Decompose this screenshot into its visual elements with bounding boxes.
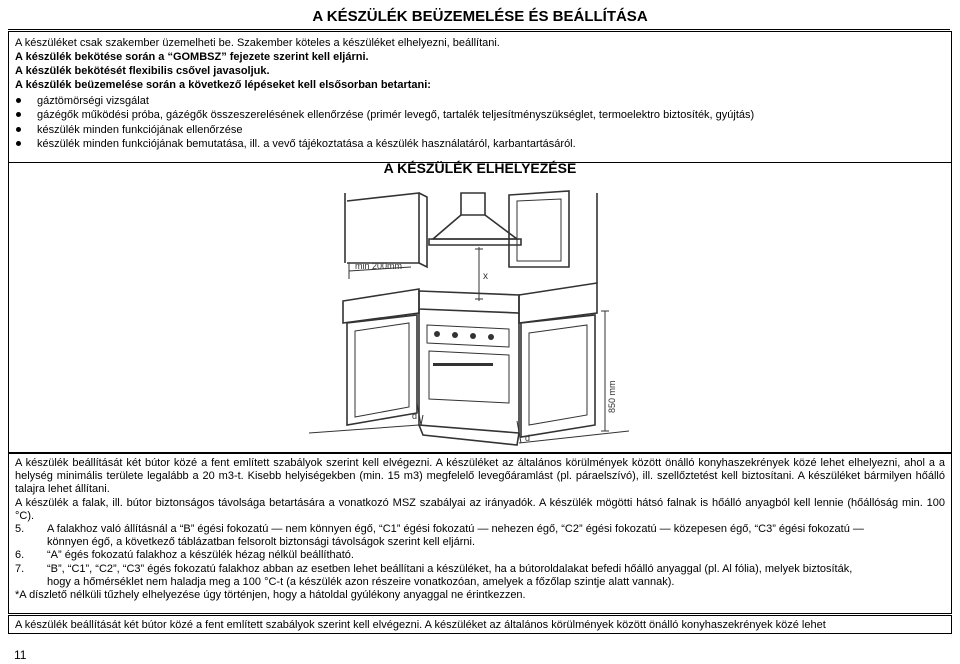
footnote: *A díszlető nélküli tűzhely elhelyezése úgy történjen, hogy a hátoldal gyúlékony anyaggal ne érintkezzen.	[15, 589, 526, 602]
installation-figure-box	[8, 163, 952, 453]
numbered-item-7: 7. “B”, “C1”, “C2”, “C3” égés fokozatú falakhoz abban az esetben lehet beállítani a készüléket, ha a bútoroldalakat befedi hőálló anyaggal (pl. Al fólia), melyek biztosíták,	[15, 562, 853, 575]
placement-paragraph-1: A készülék beállítását két bútor közé a fent említett szabályok szerint kell elvégezni. A készüléket az általános körülmények között önálló konyhaszekrények közé lehet elhelyezni, ahol a a helység minimális területe legalább a 20 m3-t. Kisebb helyiségekben (min. 15 m3) megfelelő levegőáramlást (pl. páraelszívó), ill. szellőztetést kell biztosítani. A készüléket bármilyen hőálló talajra lehet állítani.	[15, 457, 945, 496]
list-item: készülék minden funkciójának ellenőrzése	[15, 123, 945, 137]
title-divider	[8, 29, 950, 30]
height-850-label: 850 mm	[607, 380, 617, 413]
numbered-item-7-cont: hogy a hőmérséklet nem haladja meg a 100 °C-t (a készülék azon részeire vonatkozóan, amelyek a főzőlap szintje alatt vannak).	[47, 575, 675, 588]
bullet-icon	[16, 98, 21, 103]
intro-line-1: A készüléket csak szakember üzemelheti be. Szakember köteles a készüléket elhelyezni, beállítani.	[15, 37, 500, 49]
x-dimension-label: x	[483, 271, 488, 282]
section-title: A KÉSZÜLÉK ELHELYEZÉSE	[383, 160, 577, 176]
bullet-icon	[16, 112, 21, 117]
kitchen-installation-drawing	[9, 163, 951, 451]
list-item: gázégők működési próba, gázégők összeszerelésének ellenőrzése (primér levegő, tartalék teljesítményszükséglet, termoelektro biztosíték, gyújtás)	[15, 108, 945, 122]
steps-list	[15, 94, 945, 152]
repeated-text-box: A készülék beállítását két bútor közé a fent említett szabályok szerint kell elvégezni. A készüléket az általános körülmények között önálló konyhaszekrények közé lehet	[8, 615, 952, 634]
d-gap-label-left: d	[412, 411, 418, 421]
list-item: készülék minden funkciójának bemutatása, ill. a vevő tájékoztatása a készülék használatáról, karbantartásáról.	[15, 137, 945, 151]
placement-text-box	[8, 453, 952, 614]
numbered-item-5-cont: könnyen égő, a következő táblázatban felsorolt biztonsági távolságok szerint kell eljárni.	[47, 536, 476, 549]
numbered-item-5: 5. A falakhoz való állításnál a “B” égési fokozatú — nem könnyen égő, “C1” égési fokozatú — nehezen égő, “C2” égési fokozatú — közepesen égő, “C3” égési fokozatú —	[15, 523, 864, 536]
bullet-icon	[16, 127, 21, 132]
bullet-icon	[16, 141, 21, 146]
placement-paragraph-2: A készülék a falak, ill. bútor biztonságos távolsága betartására a vonatkozó MSZ szabályai az irányadók. A készülék mögötti hátsó falnak is hőálló anyagból kell lennie (hőállóság min. 100 °C).	[15, 496, 945, 522]
min-200-label: min 200mm	[355, 261, 403, 271]
intro-line-4: A készülék beüzemelése során a következő lépéseket kell elsősorban betartani:	[15, 79, 431, 91]
list-item: gáztömörségi vizsgálat	[15, 94, 945, 108]
page-number: 11	[14, 648, 27, 662]
intro-line-3: A készülék bekötését flexibilis csővel javasoljuk.	[15, 65, 270, 77]
d-gap-label-right: d	[525, 433, 531, 443]
numbered-item-6: 6. “A” égés fokozatú falakhoz a készülék hézag nélkül beállítható.	[15, 549, 354, 562]
intro-line-2: A készülék bekötése során a “GOMBSZ” fejezete szerint kell eljárni.	[15, 51, 369, 63]
page-title: A KÉSZÜLÉK BEÜZEMELÉSE ÉS BEÁLLÍTÁSA	[312, 8, 648, 25]
intro-box	[8, 31, 952, 163]
